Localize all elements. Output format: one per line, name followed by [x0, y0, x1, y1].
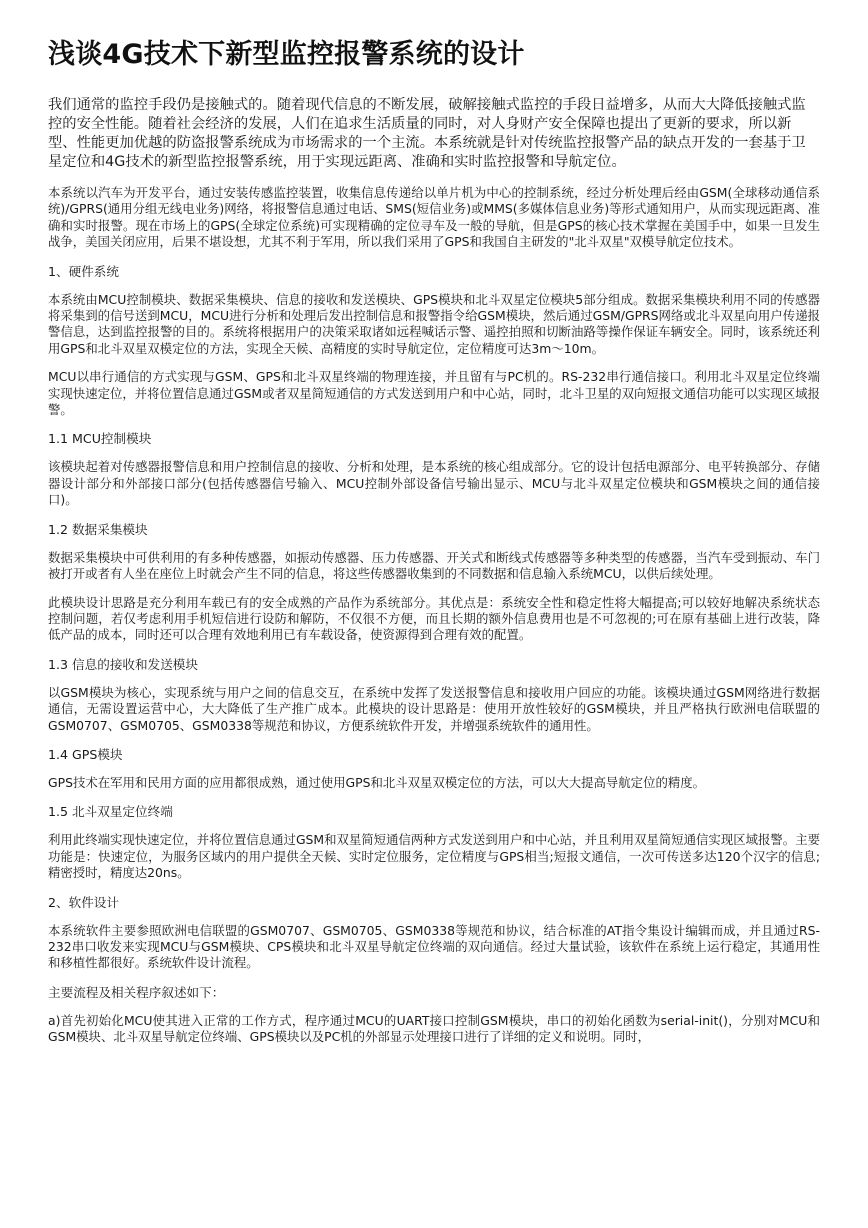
subsection-heading-mcu: 1.1 MCU控制模块	[48, 431, 152, 447]
heading-main-flow: 主要流程及相关程序叙述如下：	[48, 984, 225, 1000]
paragraph-data-acquisition: 数据采集模块中可供利用的有多种传感器，如振动传感器、压力传感器、开关式和断线式传感器等多种类型的传感器，当汽车受到振动、车门被打开或者有人坐在座位上时就会产生不同的信息，将这些传感器收集到的不同数据和信息输入系统MCU，以供后续处理。	[48, 549, 820, 582]
paragraph-software: 本系统软件主要参照欧洲电信联盟的GSM0707、GSM0705、GSM0338等规范和协议，结合标准的AT指令集设计编辑而成，并且通过RS-232串口收发来实现MCU与GSM模块、CPS模块和北斗双星导航定位终端的双向通信。经过大量试验，该软件在系统上运行稳定，其通用性和移植性都很好。系统软件设计流程。	[48, 922, 820, 971]
paragraph-data-acquisition-design: 此模块设计思路是充分利用车载已有的安全成熟的产品作为系统部分。其优点是：系统安全性和稳定性将大幅提高;可以较好地解决系统状态控制问题，若仅考虑利用手机短信进行设防和解防，不仅很不方便，而且长期的额外信息费用也是不可忽视的;可在原有基础上进行改装，降低产品的成本，同时还可以合理有效地利用已有车载设备，使资源得到合理有效的配置。	[48, 594, 820, 643]
paragraph-beidou: 利用此终端实现快速定位，并将位置信息通过GSM和双星简短通信两种方式发送到用户和中心站，并且利用双星简短通信实现区域报警。主要功能是：快速定位，为服务区域内的用户提供全天候、实时定位服务，定位精度与GPS相当;短报文通信，一次可传送多达120个汉字的信息;精密授时，精度达20ns。	[48, 832, 820, 881]
paragraph-transceiver: 以GSM模块为核心，实现系统与用户之间的信息交互，在系统中发挥了发送报警信息和接收用户回应的功能。该模块通过GSM网络进行数据通信，无需设置运营中心，大大降低了生产推广成本。此模块的设计思路是：使用开放性较好的GSM模块，并且严格执行欧洲电信联盟的GSM0707、GSM0705、GSM0338等规范和协议，方便系统软件开发，并增强系统软件的通用性。	[48, 684, 820, 733]
paragraph-mcu-communication: MCU以串行通信的方式实现与GSM、GPS和北斗双星终端的物理连接，并且留有与PC机的。RS-232串行通信接口。利用北斗双星定位终端实现快速定位，并将位置信息通过GSM或者双星简短通信的方式发送到用户和中心站，同时，北斗卫星的双向短报文通信功能可以实现区域报警。	[48, 369, 820, 418]
paragraph-mcu-module: 该模块起着对传感器报警信息和用户控制信息的接收、分析和处理，是本系统的核心组成部分。它的设计包括电源部分、电平转换部分、存储器设计部分和外部接口部分(包括传感器信号输入、MCU控制外部设备信号输出显示、MCU与北斗双星定位模块和GSM模块之间的通信接口)。	[48, 459, 820, 508]
section-heading-hardware: 1、硬件系统	[48, 263, 119, 279]
subsection-heading-transceiver: 1.3 信息的接收和发送模块	[48, 656, 198, 672]
paragraph-intro: 本系统以汽车为开发平台，通过安装传感监控装置，收集信息传递给以单片机为中心的控制系统，经过分析处理后经由GSM(全球移动通信系统)/GPRS(通用分组无线电业务)网络，将报警信息通过电话、SMS(短信业务)或MMS(多媒体信息业务)等形式通知用户，从而实现远距离、准确和实时报警。现在市场上的GPS(全球定位系统)可实现精确的定位寻车及一般的导航，但是GPS的核心技术掌握在美国手中，如果一旦发生战争，美国关闭应用，后果不堪设想，尤其不利于军用，所以我们采用了GPS和我国自主研发的"北斗双星"双模导航定位技术。	[48, 185, 820, 250]
subsection-heading-gps: 1.4 GPS模块	[48, 746, 123, 762]
subsection-heading-beidou: 1.5 北斗双星定位终端	[48, 804, 173, 820]
lead-paragraph: 我们通常的监控手段仍是接触式的。随着现代信息的不断发展，破解接触式监控的手段日益增多，从而大大降低接触式监控的安全性能。随着社会经济的发展，人们在追求生活质量的同时，对人身财产安全保障也提出了更新的要求，所以新型、性能更加优越的防盗报警系统成为市场需求的一个主流。本系统就是针对传统监控报警产品的缺点开发的一套基于卫星定位和4G技术的新型监控报警系统，用于实现远距离、准确和实时监控报警和导航定位。	[48, 97, 806, 170]
article-body	[48, 185, 820, 1046]
page-title: 浅谈4G技术下新型监控报警系统的设计	[48, 39, 525, 70]
section-heading-software: 2、软件设计	[48, 894, 119, 910]
paragraph-hardware-overview: 本系统由MCU控制模块、数据采集模块、信息的接收和发送模块、GPS模块和北斗双星定位模块5部分组成。数据采集模块利用不同的传感器将采集到的信号送到MCU，MCU进行分析和处理后发出控制信息和报警指令给GSM模块，然后通过GSM/GPRS网络或北斗双星向用户传递报警信息，达到监控报警的目的。系统将根据用户的决策采取诸如远程喊话示警、遥控拍照和切断油路等操作保证车辆安全。同时，该系统还利用GPS和北斗双星双模定位的方法，实现全天候、高精度的实时导航定位，定位精度可达3m～10m。	[48, 291, 820, 356]
paragraph-gps: GPS技术在军用和民用方面的应用都很成熟，通过使用GPS和北斗双星双模定位的方法，可以大大提高导航定位的精度。	[48, 774, 706, 790]
subsection-heading-data-acquisition: 1.2 数据采集模块	[48, 521, 148, 537]
paragraph-flow-step-a: a)首先初始化MCU使其进入正常的工作方式，程序通过MCU的UART接口控制GSM模块，串口的初始化函数为serial-init()，分别对MCU和GSM模块、北斗双星导航定位终端、GPS模块以及PC机的外部显示处理接口进行了详细的定义和说明。同时，	[48, 1012, 820, 1045]
